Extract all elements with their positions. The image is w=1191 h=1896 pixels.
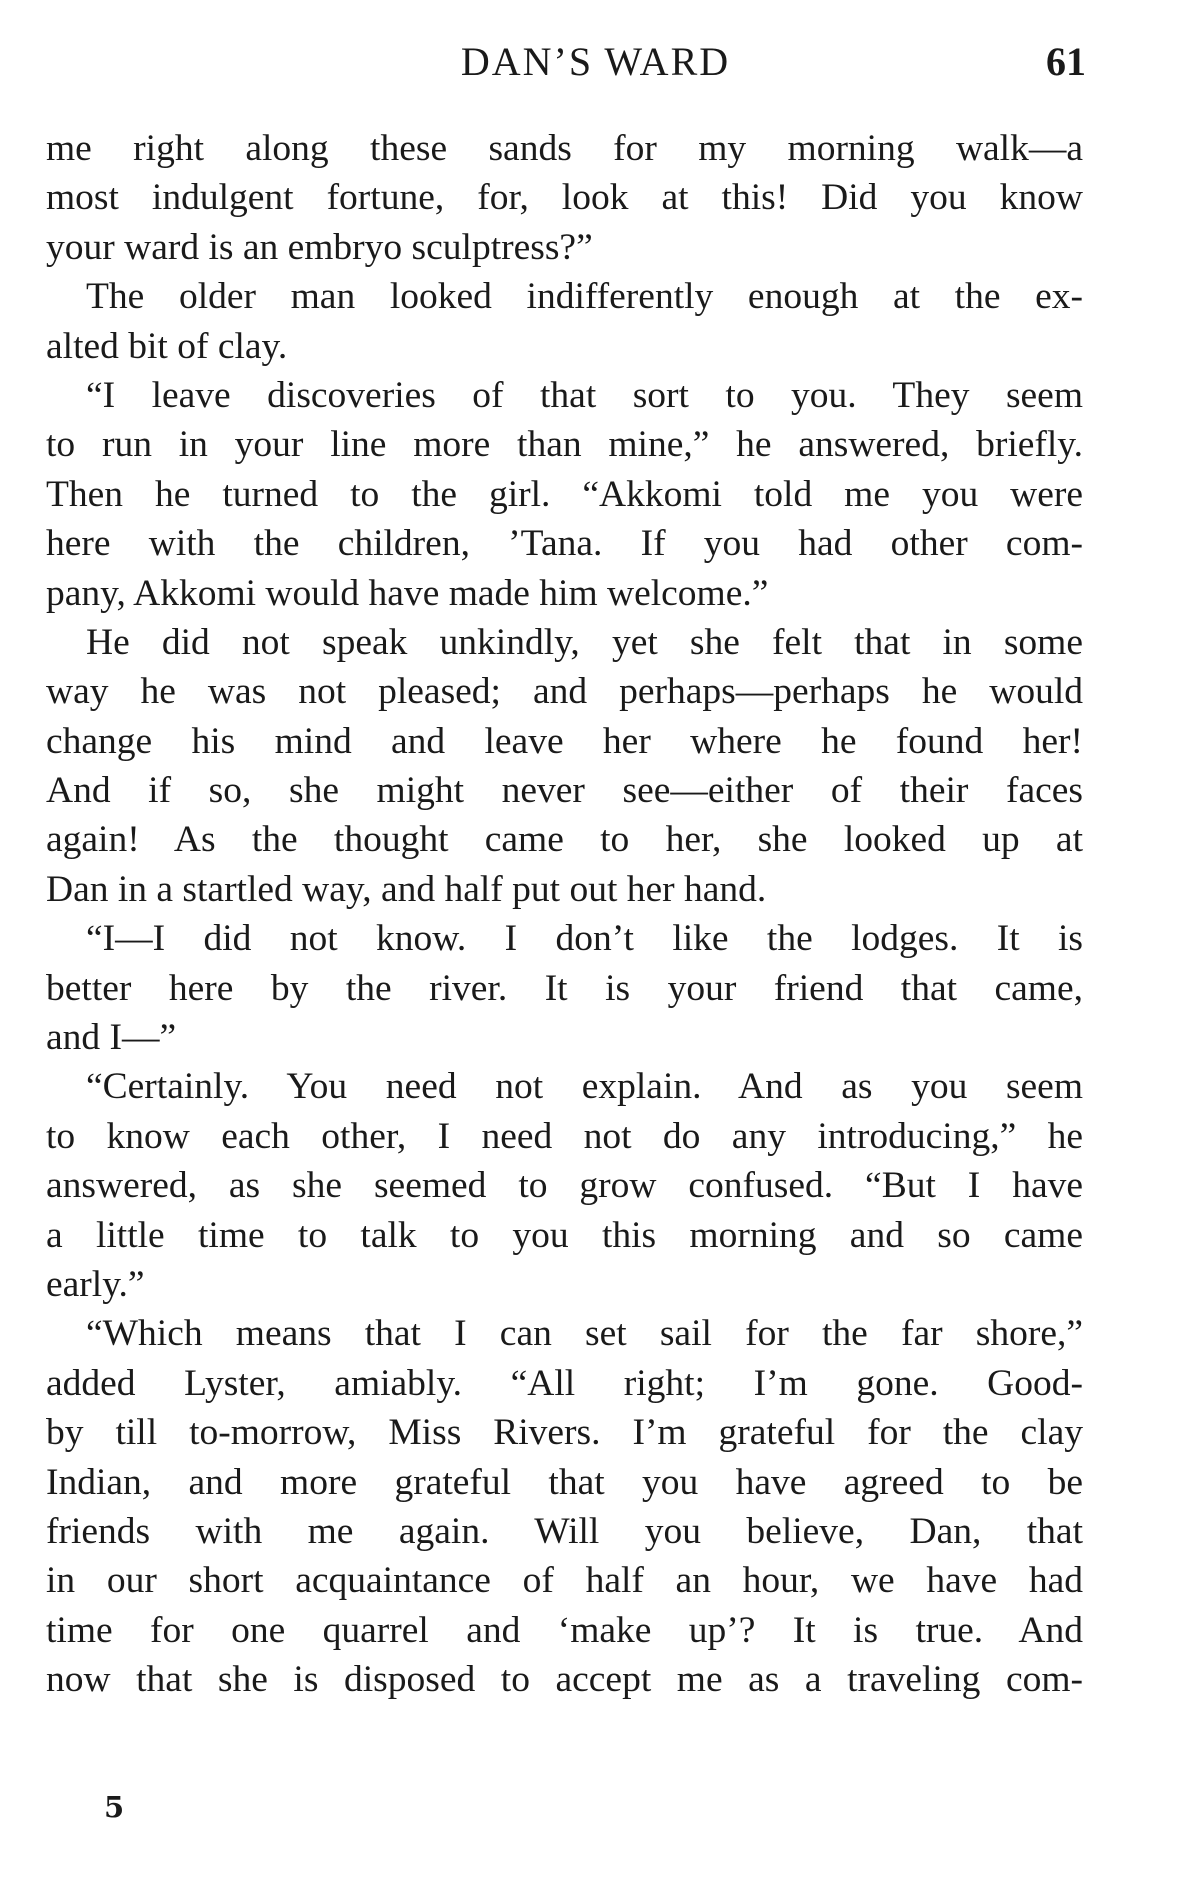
text-line: better here by the river. It is your friend that came, — [46, 967, 1083, 1009]
text-line: Then he turned to the girl. “Akkomi told me you were — [46, 473, 1083, 515]
text-line: alted bit of clay. — [46, 325, 288, 367]
text-line: your ward is an embryo sculptress?” — [46, 226, 593, 268]
text-line: most indulgent fortune, for, look at this! Did you know — [46, 177, 1083, 219]
text-line: to run in your line more than mine,” he answered, briefly. — [46, 424, 1083, 466]
text-line: friends with me again. Will you believe, Dan, that — [46, 1510, 1083, 1552]
text-line: “Certainly. You need not explain. And as you seem — [86, 1066, 1083, 1108]
text-line: to know each other, I need not do any introducing,” he — [46, 1115, 1083, 1157]
text-line: pany, Akkomi would have made him welcome.” — [46, 572, 769, 614]
text-line: answered, as she seemed to grow confused. “But I have — [46, 1165, 1083, 1207]
text-line: time for one quarrel and ‘make up’? It is true. And — [46, 1609, 1083, 1651]
text-line: Dan in a startled way, and half put out her hand. — [46, 868, 767, 910]
text-line: “I—I did not know. I don’t like the lodges. It is — [86, 918, 1083, 960]
text-line: and I—” — [46, 1017, 177, 1059]
text-line: “Which means that I can set sail for the far shore,” — [86, 1313, 1083, 1355]
running-head: DAN’S WARD — [460, 39, 731, 84]
text-line: me right along these sands for my morning walk—a — [46, 128, 1083, 169]
text-line: now that she is disposed to accept me as a traveling com- — [46, 1659, 1083, 1701]
text-line: He did not speak unkindly, yet she felt that in some — [86, 621, 1083, 663]
text-line: added Lyster, amiably. “All right; I’m gone. Good- — [46, 1362, 1083, 1404]
text-line: again! As the thought came to her, she looked up at — [46, 819, 1083, 861]
signature-mark: 5 — [104, 1790, 125, 1824]
text-line: Indian, and more grateful that you have agreed to be — [46, 1461, 1083, 1503]
text-line: way he was not pleased; and perhaps—perhaps he would — [46, 671, 1083, 713]
text-line: early.” — [46, 1263, 145, 1305]
text-line: by till to-morrow, Miss Rivers. I’m grateful for the clay — [46, 1412, 1083, 1454]
text-line: here with the children, ’Tana. If you had other com- — [46, 523, 1083, 565]
text-line: in our short acquaintance of half an hour, we have had — [46, 1560, 1083, 1602]
text-line: The older man looked indifferently enough at the ex- — [86, 276, 1083, 318]
text-line: a little time to talk to you this morning and so came — [46, 1214, 1083, 1256]
text-line: And if so, she might never see—either of their faces — [46, 770, 1083, 812]
text-line: change his mind and leave her where he found her! — [46, 720, 1083, 762]
text-line: “I leave discoveries of that sort to you. They seem — [86, 374, 1083, 416]
page-header — [0, 38, 1191, 94]
body-text — [46, 124, 1083, 1705]
page-number: 61 — [1046, 39, 1086, 84]
